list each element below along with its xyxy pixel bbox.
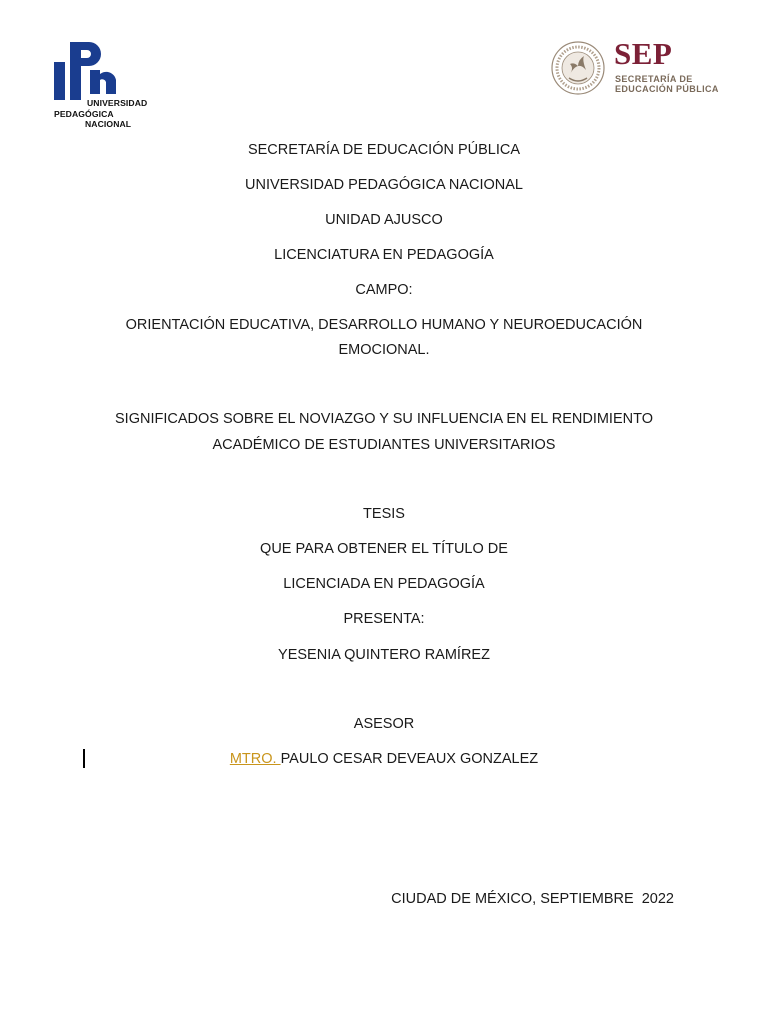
field-label: CAMPO:: [355, 282, 413, 298]
institution-name: SECRETARÍA DE EDUCACIÓN PÚBLICA: [247, 142, 521, 158]
document-type: TESIS: [363, 506, 405, 522]
purpose-text: QUE PARA OBTENER EL TÍTULO DE: [260, 541, 508, 557]
presents-label: PRESENTA:: [343, 611, 425, 627]
program-name: LICENCIATURA EN PEDAGOGÍA: [274, 247, 494, 263]
advisor-line: [0, 750, 768, 768]
author-name: YESENIA QUINTERO RAMÍREZ: [278, 647, 490, 663]
thesis-title-line-2: ACADÉMICO DE ESTUDIANTES UNIVERSITARIOS: [212, 437, 556, 453]
upn-emblem-icon: [50, 40, 170, 100]
sep-logo: [550, 38, 730, 98]
place-and-date: CIUDAD DE MÉXICO, SEPTIEMBRE 2022: [391, 891, 674, 907]
unit-name: UNIDAD AJUSCO: [325, 212, 443, 228]
thesis-title-line-1: SIGNIFICADOS SOBRE EL NOVIAZGO Y SU INFLUENCIA EN EL RENDIMIENTO: [115, 411, 653, 427]
upn-logo-line1: UNIVERSIDAD: [87, 98, 148, 108]
university-name: UNIVERSIDAD PEDAGÓGICA NACIONAL: [245, 177, 523, 193]
sep-subtitle-line2: EDUCACIÓN PÚBLICA: [615, 84, 719, 94]
field-line-2: EMOCIONAL.: [338, 342, 430, 358]
degree-title: LICENCIADA EN PEDAGOGÍA: [283, 576, 485, 592]
field-line-1: ORIENTACIÓN EDUCATIVA, DESARROLLO HUMANO Y NEUROEDUCACIÓN: [125, 317, 643, 333]
upn-logo-line3: NACIONAL: [85, 119, 132, 129]
sep-subtitle-line1: SECRETARÍA DE: [615, 74, 693, 84]
upn-logo: [50, 40, 170, 132]
upn-logo-line2: PEDAGÓGICA: [54, 109, 114, 119]
advisor-label: ASESOR: [353, 716, 415, 732]
sep-wordmark: SEP: [614, 36, 673, 71]
advisor-title-prefix: MTRO.: [229, 751, 281, 767]
mexican-seal-icon: [550, 40, 606, 96]
advisor-name: PAULO CESAR DEVEAUX GONZALEZ: [280, 751, 539, 767]
